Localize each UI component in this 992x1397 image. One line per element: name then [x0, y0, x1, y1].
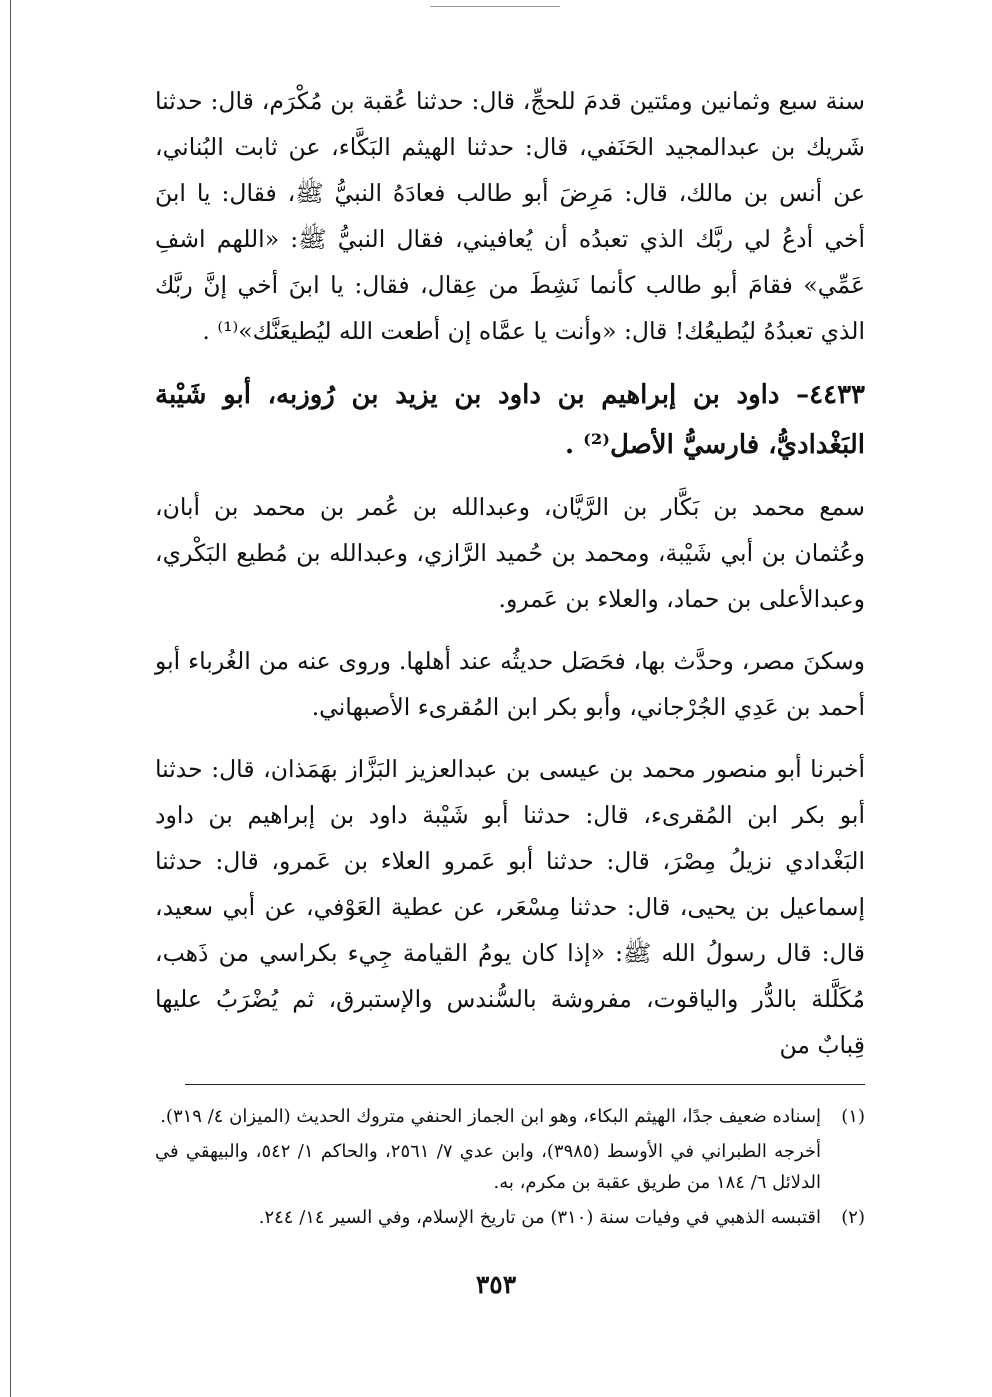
body-paragraph-3: وسكنَ مصر، وحدَّث بها، فحَصَل حديثُه عند أهلها. وروى عنه من الغُرباء أبو أحمد بن عَدِي الجُرْجاني، وأبو بكر ابن المُقرىء الأصبهاني.	[155, 647, 865, 721]
scan-edge-line	[10, 0, 11, 1397]
footnote-divider	[185, 1084, 865, 1085]
body-paragraph-1: سنة سبع وثمانين ومئتين قدمَ للحجِّ، قال: حدثنا عُقبة بن مُكْرَم، قال: حدثنا شَريك بن عبدالمجيد الحَنَفي، قال: حدثنا الهيثم البَكَّاء، عن ثابت البُناني، عن أنس بن مالك، قال: مَرِضَ أبو طالب فعادَهُ النبيُّ ﷺ، فقال: يا ابنَ أخي أدعُ لي ربَّك الذي تعبدُه أن يُعافيني، فقال النبيُّ ﷺ: «اللهم اشفِ عَمِّي» فقامَ أبو طالب كأنما نَشِطَ من عِقال، فقال: يا ابنَ أخي إنَّ ربَّك الذي تعبدُهُ ليُطيعُك! قال: «وأنت يا عمَّاه إن أطعت الله ليُطيعَنَّك»⁽¹⁾ .	[155, 87, 865, 345]
body-paragraph-2: سمع محمد بن بَكَّار بن الرَّيَّان، وعبدالله بن عُمر بن محمد بن أبان، وعُثمان بن أبي شَيْبة، ومحمد بن حُميد الرَّازي، وعبدالله بن مُطيع البَكْري، وعبدالأعلى بن حماد، والعلاء بن عَمرو.	[155, 493, 865, 613]
entry-title: داود بن إبراهيم بن داود بن يزيد بن رُوزبه، أبو شَيْبة البَغْداديُّ، فارسيُّ الأصل⁽²⁾ .	[155, 380, 865, 460]
entry-heading	[155, 370, 865, 470]
footnote-2-number: (٢)	[841, 1207, 865, 1228]
footnote-1	[155, 1101, 865, 1132]
footnote-1-continuation: أخرجه الطبراني في الأوسط (٣٩٨٥)، وابن عدي ٧/ ٢٥٦١، والحاكم ١/ ٥٤٢، والبيهقي في الدلائل ٦/ ١٨٤ من طريق عقبة بن مكرم، به.	[155, 1141, 822, 1193]
footnote-1-number: (١)	[841, 1106, 865, 1127]
scan-top-mark	[430, 6, 560, 7]
footnote-1-text: إسناده ضعيف جدًا، الهيثم البكاء، وهو ابن الجماز الحنفي متروك الحديث (الميزان ٤/ ٣١٩).	[160, 1106, 821, 1127]
page-number: ٣٥٣	[475, 1270, 517, 1299]
footnote-2-text: اقتبسه الذهبي في وفيات سنة (٣١٠) من تاريخ الإسلام، وفي السير ١٤/ ٢٤٤.	[258, 1207, 821, 1228]
book-page	[155, 78, 865, 1237]
body-paragraph-4: أخبرنا أبو منصور محمد بن عيسى بن عبدالعزيز البَزَّاز بهَمَذان، قال: حدثنا أبو بكر ابن المُقرىء، قال: حدثنا أبو شَيْبة داود بن إبراهيم بن داود البَغْدادي نزيلُ مِصْرَ، قال: حدثنا أبو عَمرو العلاء بن عَمرو، قال: حدثنا إسماعيل بن يحيى، قال: حدثنا مِسْعَر، عن عطية العَوْفي، عن أبي سعيد، قال: قال رسولُ الله ﷺ: «إذا كان يومُ القيامة جِيء بكراسي من ذَهب، مُكَلَّلة بالدُّر والياقوت، مفروشة بالسُّندس والإستبرق، ثم يُضْرَبُ عليها قِبابٌ من	[155, 755, 865, 1059]
footnotes	[155, 1101, 865, 1233]
entry-number: ٤٤٣٣–	[796, 380, 865, 410]
footnote-2	[155, 1202, 865, 1233]
